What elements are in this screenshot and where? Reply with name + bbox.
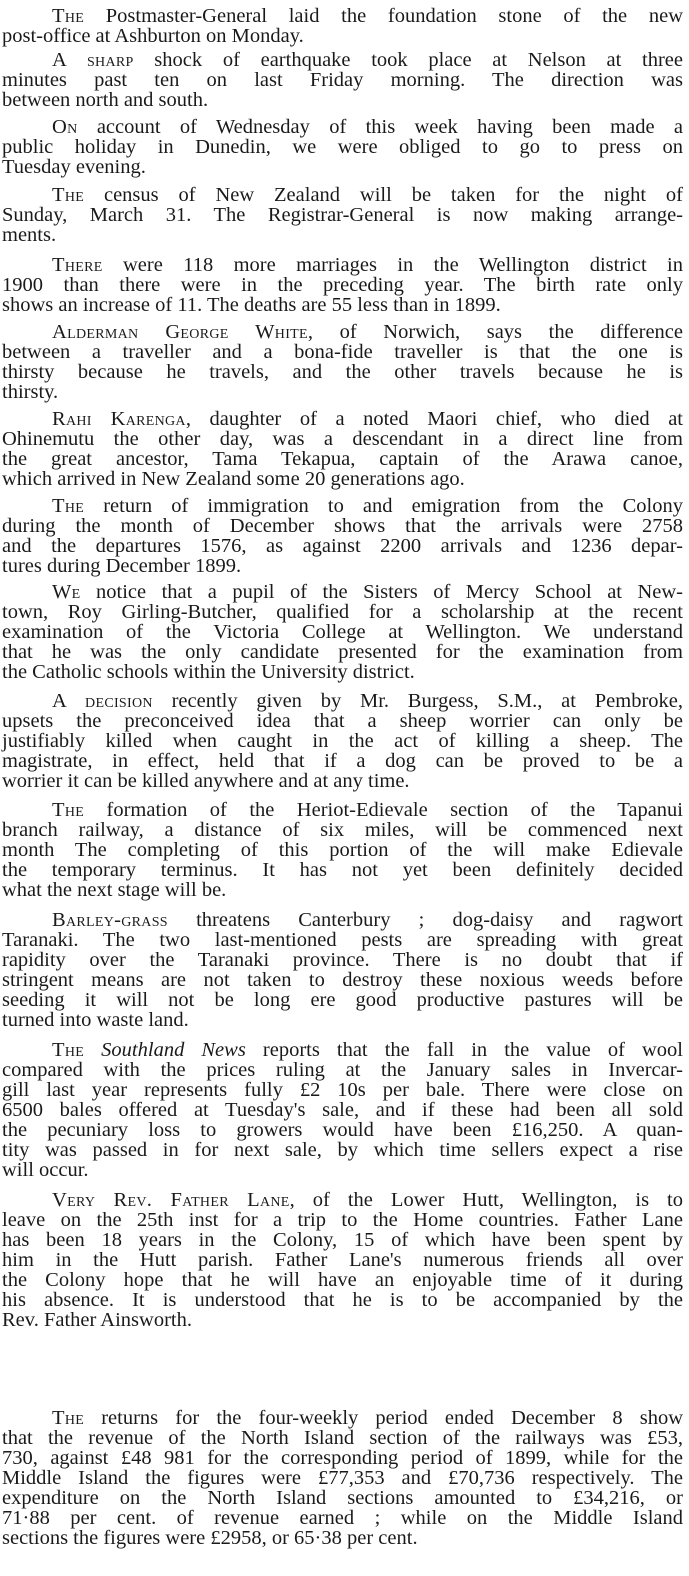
lead-in: The (52, 5, 85, 27)
text-line: return of immigration to and emigration from the Colony (84, 495, 683, 517)
text-line: magistrate, in effect, held that if a dog can be proved to be a (2, 750, 683, 772)
text-line: Ohinemutu the other day, was a descendant in a direct line from (2, 428, 683, 450)
text-line: were 118 more marriages in the Wellington district in (102, 254, 683, 276)
text-line: thirsty because he travels, and the other travels because he is (2, 361, 683, 383)
text-line: gill last year represents fully £2 10s per bale. There were close on (2, 1079, 683, 1101)
text-line: compared with the prices ruling at the January sales in Invercar- (2, 1059, 683, 1081)
text-line: reports that the fall in the value of wool (245, 1039, 683, 1061)
text-line: branch railway, a distance of six miles, will be commenced next (2, 819, 683, 841)
lead-in: A decision (52, 690, 153, 712)
text-line: shows an increase of 11. The deaths are 55 less than in 1899. (2, 294, 501, 316)
text-line: , daughter of a noted Maori chief, who died at (185, 408, 684, 430)
lead-in: We (52, 581, 81, 603)
text-line: minutes past ten on last Friday morning. The direction was (2, 69, 683, 91)
text-line: Sunday, March 31. The Registrar-General is now making arrange- (2, 204, 683, 226)
text-line: has been 18 years in the Colony, 15 of which have been spent by (2, 1229, 683, 1251)
text-line: Rev. Father Ainsworth. (2, 1309, 192, 1331)
text-line: rapidity over the Taranaki province. There is no doubt that if (2, 949, 683, 971)
text-line: Middle Island the figures were £77,353 and £70,736 respectively. The (2, 1467, 683, 1489)
text-line: Tuesday evening. (2, 156, 146, 178)
text-line: between a traveller and a bona-fide traveller is that the one is (2, 341, 683, 363)
newspaper-title: Southland News (101, 1039, 246, 1061)
text-line: recently given by Mr. Burgess, S.M., at Pembroke, (152, 690, 683, 712)
text-line: shock of earthquake took place at Nelson at three (133, 49, 683, 71)
text-line: upsets the preconceived idea that a sheep worrier can only be (2, 710, 683, 732)
lead-in: The (52, 799, 85, 821)
lead-in: The (52, 184, 85, 206)
text-line: the great ancestor, Tama Tekapua, captain of the Arawa canoe, (2, 448, 683, 470)
text-line: his absence. It is understood that he is to be accompanied by the (2, 1289, 683, 1311)
text-line: that he was the only candidate presented for the examination from (2, 641, 683, 663)
text-line: formation of the Heriot-Edievale section of the Tapanui (84, 799, 683, 821)
text-line: Postmaster-General laid the foundation stone of the new (84, 5, 683, 27)
text-line: threatens Canterbury ; dog-daisy and ragwort (167, 909, 683, 931)
lead-in: The (52, 495, 85, 517)
lead-in: The (52, 1039, 85, 1061)
text-line: Taranaki. The two last-mentioned pests are spreading with great (2, 929, 683, 951)
text-line: what the next stage will be. (2, 879, 227, 901)
text-line: 1900 than there were in the preceding year. The birth rate only (2, 274, 683, 296)
text-line: and the departures 1576, as against 2200 arrivals and 1236 depar- (2, 535, 683, 557)
text-line: which arrived in New Zealand some 20 generations ago. (2, 468, 465, 490)
text-line: turned into waste land. (2, 1009, 189, 1031)
text-line: , of the Lower Hutt, Wellington, is to (289, 1189, 683, 1211)
text-line: will occur. (2, 1159, 89, 1181)
text-line: post-office at Ashburton on Monday. (2, 25, 304, 47)
lead-in: Very Rev. Father Lane (52, 1189, 290, 1211)
lead-in: Alderman George White (52, 321, 308, 343)
lead-in: The (52, 1407, 85, 1429)
lead-in: Barley-grass (52, 909, 168, 931)
text-line: the pecuniary loss to growers would have been £16,250. A quan- (2, 1119, 683, 1141)
text-line: stringent means are not taken to destroy these noxious weeds before (2, 969, 683, 991)
text-line: returns for the four-weekly period ended December 8 show (84, 1407, 683, 1429)
text-line: leave on the 25th inst for a trip to the Home countries. Father Lane (2, 1209, 683, 1231)
text-line: 71·88 per cent. of revenue earned ; while on the Middle Island (2, 1507, 683, 1529)
text-line: , of Norwich, says the difference (307, 321, 683, 343)
text-line: 6500 bales offered at Tuesday's sale, and if these had been all sold (2, 1099, 683, 1121)
lead-in: On (52, 116, 78, 138)
text-line: expenditure on the North Island sections amounted to £34,216, or (2, 1487, 683, 1509)
text-line: between north and south. (2, 89, 209, 111)
text-line: him in the Hutt parish. Father Lane's numerous friends all over (2, 1249, 683, 1271)
text-line: account of Wednesday of this week having been made a (77, 116, 683, 138)
text-line: month The completing of this portion of the will make Edievale (2, 839, 683, 861)
text-line: seeding it will not be long ere good productive pastures will be (2, 989, 683, 1011)
text-line: the Colony hope that he will have an enjoyable time of it during (2, 1269, 683, 1291)
text-line: 730, against £48 981 for the corresponding period of 1899, while for the (2, 1447, 683, 1469)
lead-in: There (52, 254, 103, 276)
text-line: census of New Zealand will be taken for the night of (84, 184, 683, 206)
lead-in: A sharp (52, 49, 134, 71)
text-line: tity was passed in for next sale, by which time sellers expect a rise (2, 1139, 683, 1161)
text-line: notice that a pupil of the Sisters of Mercy School at New- (80, 581, 683, 603)
text-line: examination of the Victoria College at Wellington. We understand (2, 621, 683, 643)
text-line: during the month of December shows that the arrivals were 2758 (2, 515, 683, 537)
text-line: sections the figures were £2958, or 65·38 per cent. (2, 1527, 418, 1549)
text-line: tures during December 1899. (2, 555, 242, 577)
text-line: the temporary terminus. It has not yet been definitely decided (2, 859, 683, 881)
text-line: worrier it can be killed anywhere and at any time. (2, 770, 410, 792)
text-line: town, Roy Girling-Butcher, qualified for a scholarship at the recent (2, 601, 683, 623)
text-line: public holiday in Dunedin, we were obliged to go to press on (2, 136, 683, 158)
text-line: the Catholic schools within the University district. (2, 661, 415, 683)
text-line: ments. (2, 224, 57, 246)
text-line: that the revenue of the North Island section of the railways was £53, (2, 1427, 683, 1449)
text-line: thirsty. (2, 381, 59, 403)
text-line: justifiably killed when caught in the act of killing a sheep. The (2, 730, 683, 752)
lead-in: Rahi Karenga (52, 408, 186, 430)
